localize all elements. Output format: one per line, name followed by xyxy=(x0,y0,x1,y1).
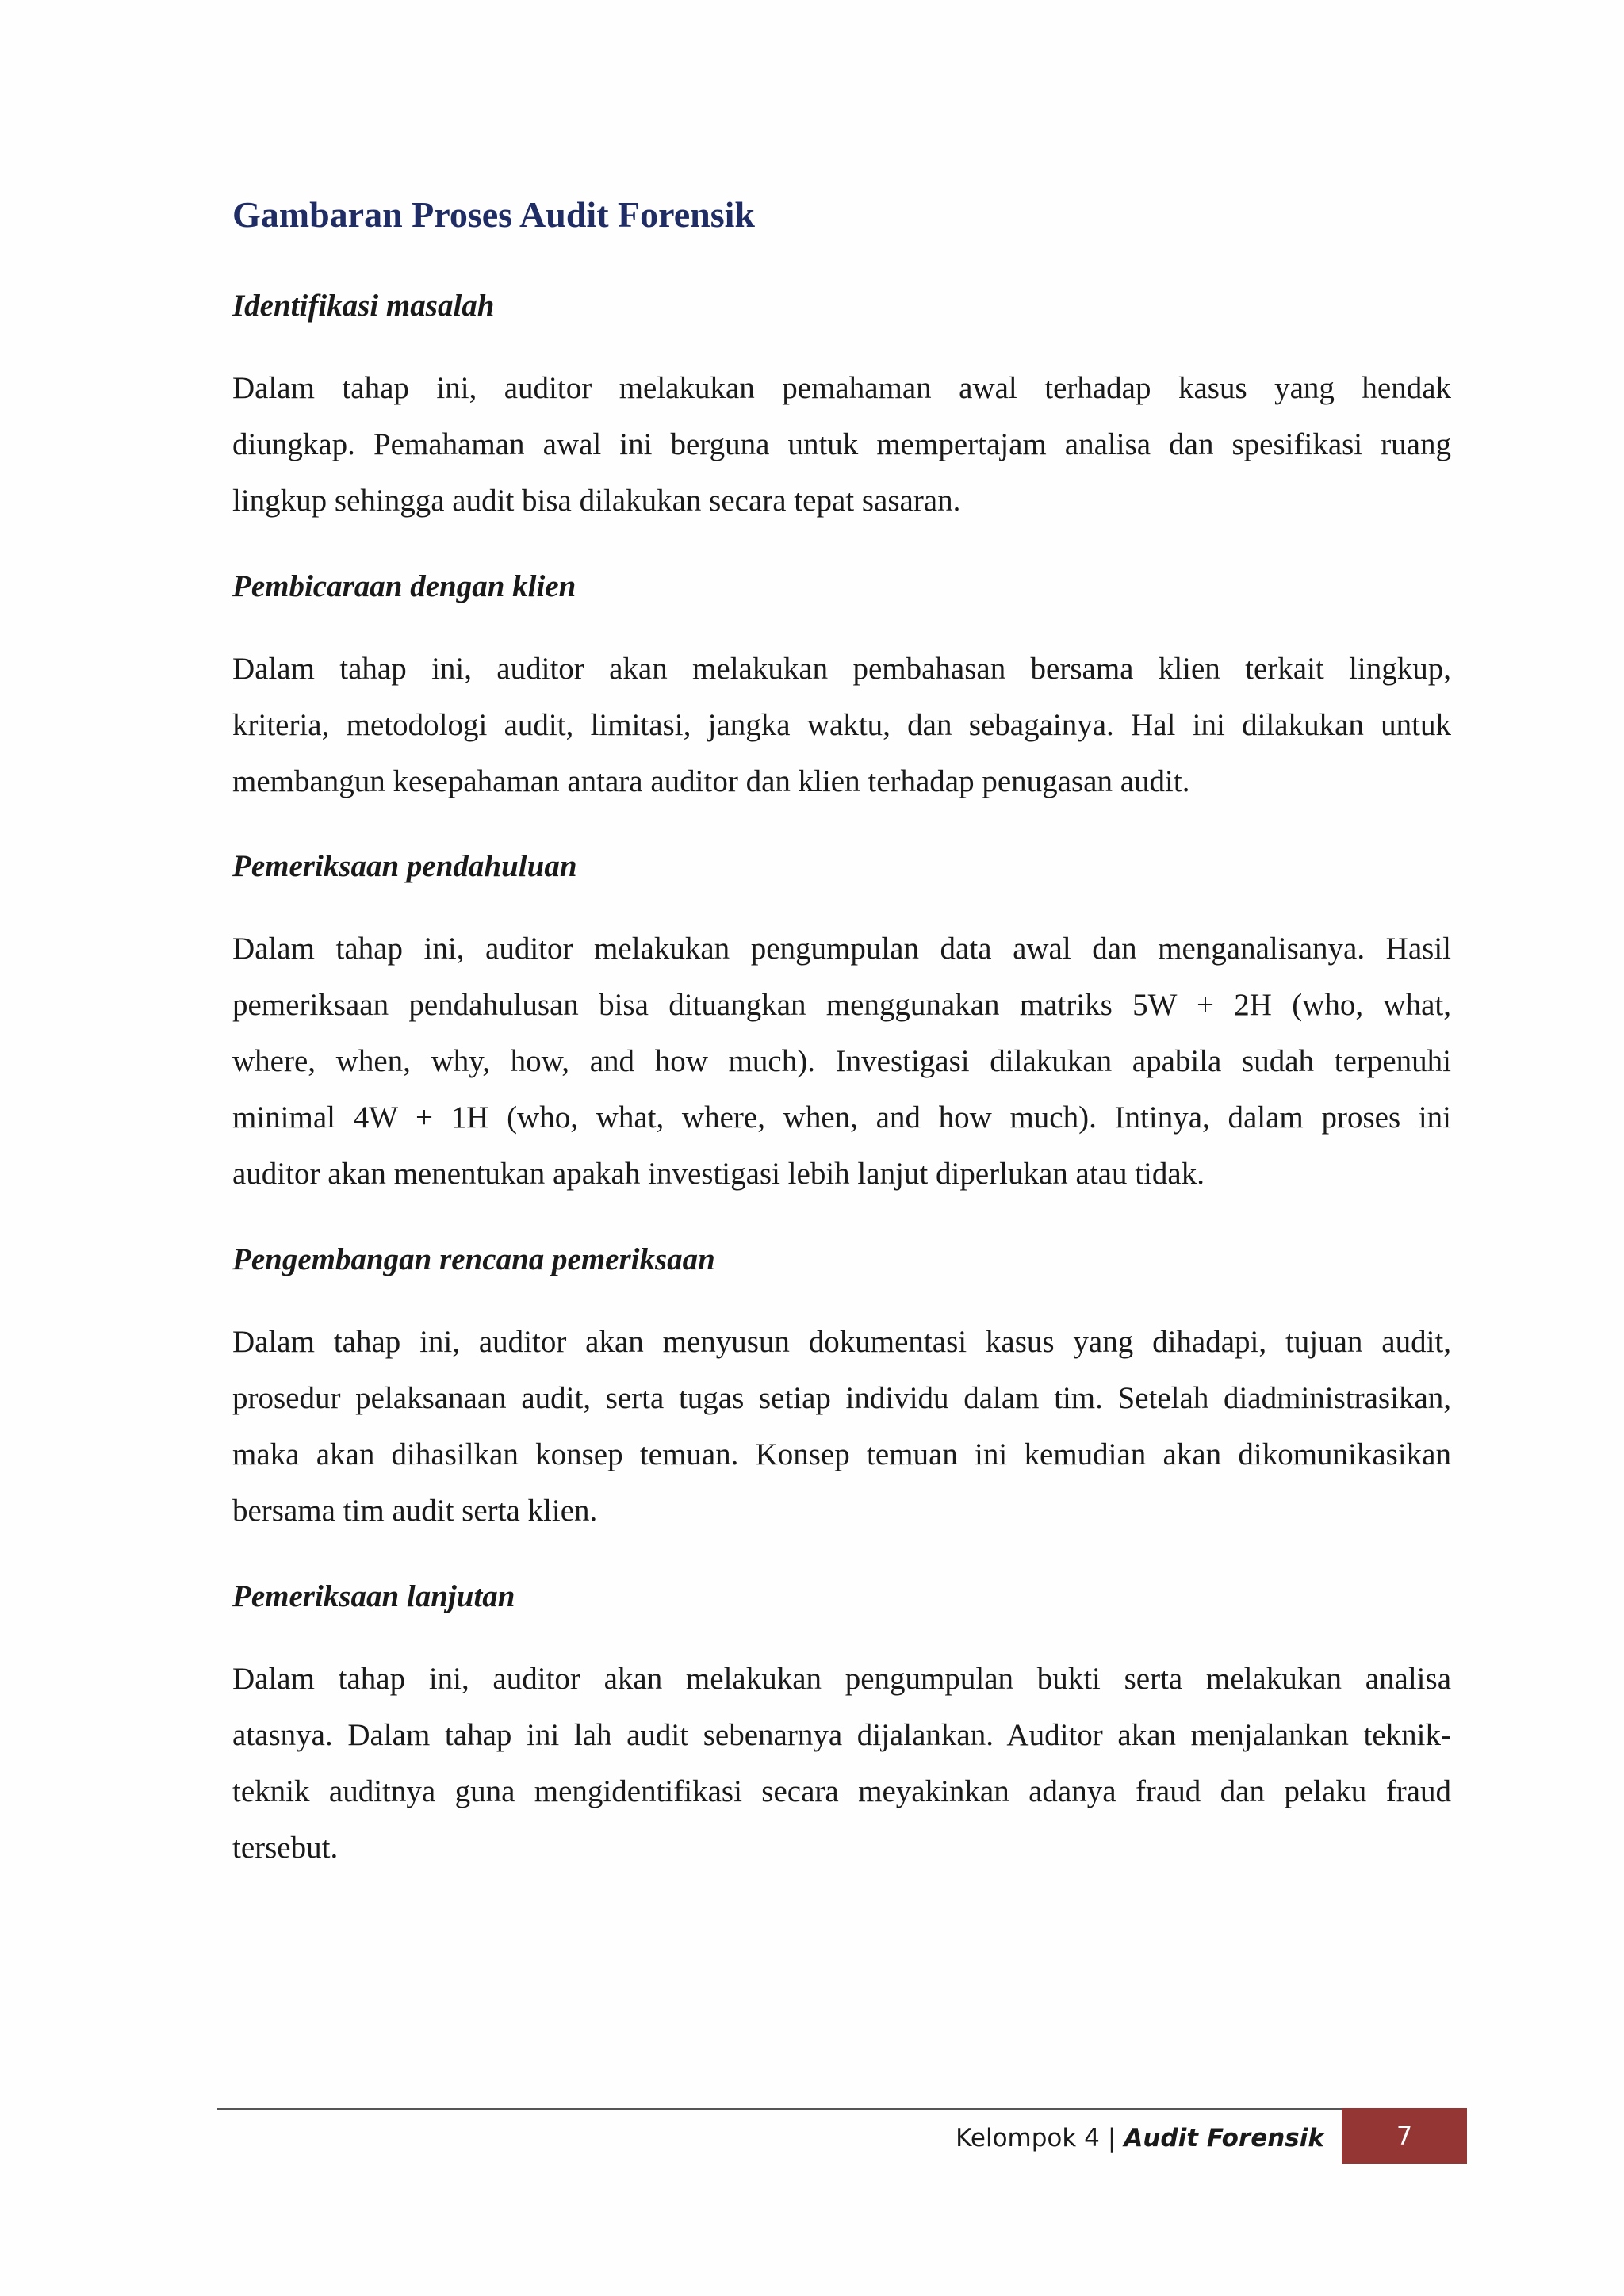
paragraph-line: maka akan dihasilkan konsep temuan. Konsep temuan ini kemudian akan dikomunikasikan xyxy=(232,1437,1451,1471)
paragraph-line: Dalam tahap ini, auditor akan melakukan pembahasan bersama klien terkait lingkup, xyxy=(232,652,1451,686)
subheading-pembicaraan-dengan-klien: Pembicaraan dengan klien xyxy=(232,569,576,603)
page-number-badge xyxy=(1342,2108,1467,2164)
paragraph-line: Dalam tahap ini, auditor melakukan pemahaman awal terhadap kasus yang hendak xyxy=(232,371,1451,405)
footer-label xyxy=(956,2118,1324,2158)
paragraph-pembicaraan-dengan-klien xyxy=(232,641,1451,809)
subheading-pemeriksaan-lanjutan: Pemeriksaan lanjutan xyxy=(232,1579,515,1613)
subheading-pengembangan-rencana-pemeriksaan: Pengembangan rencana pemeriksaan xyxy=(232,1242,715,1276)
paragraph-line: auditor akan menentukan apakah investigasi lebih lanjut diperlukan atau tidak. xyxy=(232,1157,1205,1191)
page-number: 7 xyxy=(1396,2121,1413,2151)
paragraph-line: teknik auditnya guna mengidentifikasi secara meyakinkan adanya fraud dan pelaku fraud xyxy=(232,1774,1451,1808)
paragraph-line: Dalam tahap ini, auditor akan melakukan pengumpulan bukti serta melakukan analisa xyxy=(232,1662,1451,1696)
paragraph-line: membangun kesepahaman antara auditor dan klien terhadap penugasan audit. xyxy=(232,764,1190,798)
paragraph-line: minimal 4W + 1H (who, what, where, when, and how much). Intinya, dalam proses ini xyxy=(232,1100,1451,1135)
paragraph-line: pemeriksaan pendahulusan bisa dituangkan menggunakan matriks 5W + 2H (who, what, xyxy=(232,988,1451,1022)
footer-document-title: Audit Forensik xyxy=(1124,2124,1324,2152)
paragraph-line: where, when, why, how, and how much). Investigasi dilakukan apabila sudah terpenuhi xyxy=(232,1044,1451,1078)
footer-group: Kelompok 4 xyxy=(956,2124,1100,2152)
subheading-identifikasi-masalah: Identifikasi masalah xyxy=(232,289,495,323)
paragraph-line: Dalam tahap ini, auditor melakukan pengumpulan data awal dan menganalisanya. Hasil xyxy=(232,932,1451,966)
footer-divider xyxy=(217,2108,1467,2110)
paragraph-pemeriksaan-lanjutan xyxy=(232,1651,1451,1876)
paragraph-line: kriteria, metodologi audit, limitasi, jangka waktu, dan sebagainya. Hal ini dilakukan untuk xyxy=(232,708,1451,742)
paragraph-line: atasnya. Dalam tahap ini lah audit sebenarnya dijalankan. Auditor akan menjalankan teknik- xyxy=(232,1718,1451,1752)
paragraph-pemeriksaan-pendahuluan xyxy=(232,920,1451,1202)
section-title: Gambaran Proses Audit Forensik xyxy=(232,194,755,235)
paragraph-line: lingkup sehingga audit bisa dilakukan secara tepat sasaran. xyxy=(232,484,961,518)
subheading-pemeriksaan-pendahuluan: Pemeriksaan pendahuluan xyxy=(232,849,577,883)
paragraph-line: diungkap. Pemahaman awal ini berguna untuk mempertajam analisa dan spesifikasi ruang xyxy=(232,427,1451,461)
paragraph-line: prosedur pelaksanaan audit, serta tugas setiap individu dalam tim. Setelah diadministrasikan, xyxy=(232,1381,1451,1415)
footer-separator: | xyxy=(1107,2124,1116,2152)
paragraph-line: Dalam tahap ini, auditor akan menyusun dokumentasi kasus yang dihadapi, tujuan audit, xyxy=(232,1325,1451,1359)
paragraph-line: bersama tim audit serta klien. xyxy=(232,1494,598,1528)
paragraph-pengembangan-rencana-pemeriksaan xyxy=(232,1314,1451,1539)
paragraph-identifikasi-masalah xyxy=(232,360,1451,529)
paragraph-line: tersebut. xyxy=(232,1831,339,1865)
